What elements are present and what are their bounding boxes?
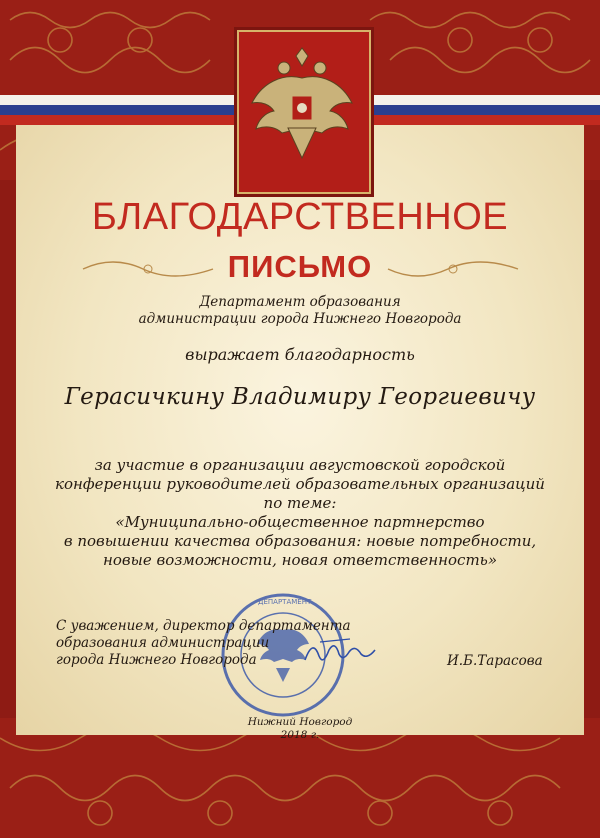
signer-name: И.Б.Тарасова xyxy=(447,653,543,669)
body-line: конференции руководителей образовательных организаций xyxy=(55,475,545,493)
thanks-line: выражает благодарность xyxy=(185,345,415,364)
body-line: в повышении качества образования: новые потребности, xyxy=(63,532,537,550)
department-line: Департамент образования xyxy=(199,294,401,310)
letter-subtitle: ПИСЬМО xyxy=(227,249,373,284)
body-line: за участие в организации августовской городской xyxy=(94,456,506,474)
letter-body xyxy=(0,456,600,570)
department-name xyxy=(0,294,600,328)
russian-coat-of-arms-icon xyxy=(244,38,360,178)
svg-text:ДЕПАРТАМЕНТ: ДЕПАРТАМЕНТ xyxy=(258,598,312,606)
sign-line: города Нижнего Новгорода xyxy=(56,652,257,668)
place-and-date xyxy=(0,716,600,742)
body-line: новые возможности, новая ответственность» xyxy=(102,551,498,569)
sign-line: образования администрации xyxy=(56,635,270,651)
body-line: «Муниципально-общественное партнерство xyxy=(115,513,485,531)
year: 2018 г. xyxy=(280,729,320,741)
letter-title: БЛАГОДАРСТВЕННОЕ xyxy=(91,196,509,238)
department-line: администрации города Нижнего Новгорода xyxy=(138,311,462,327)
ornament-right-icon xyxy=(383,255,523,283)
place: Нижний Новгород xyxy=(247,716,353,728)
signature-block xyxy=(56,618,351,669)
recipient-name: Герасичкину Владимиру Георгиевичу xyxy=(64,384,536,410)
body-line: по теме: xyxy=(263,494,337,512)
sign-line: С уважением, директор департамента xyxy=(56,618,351,634)
